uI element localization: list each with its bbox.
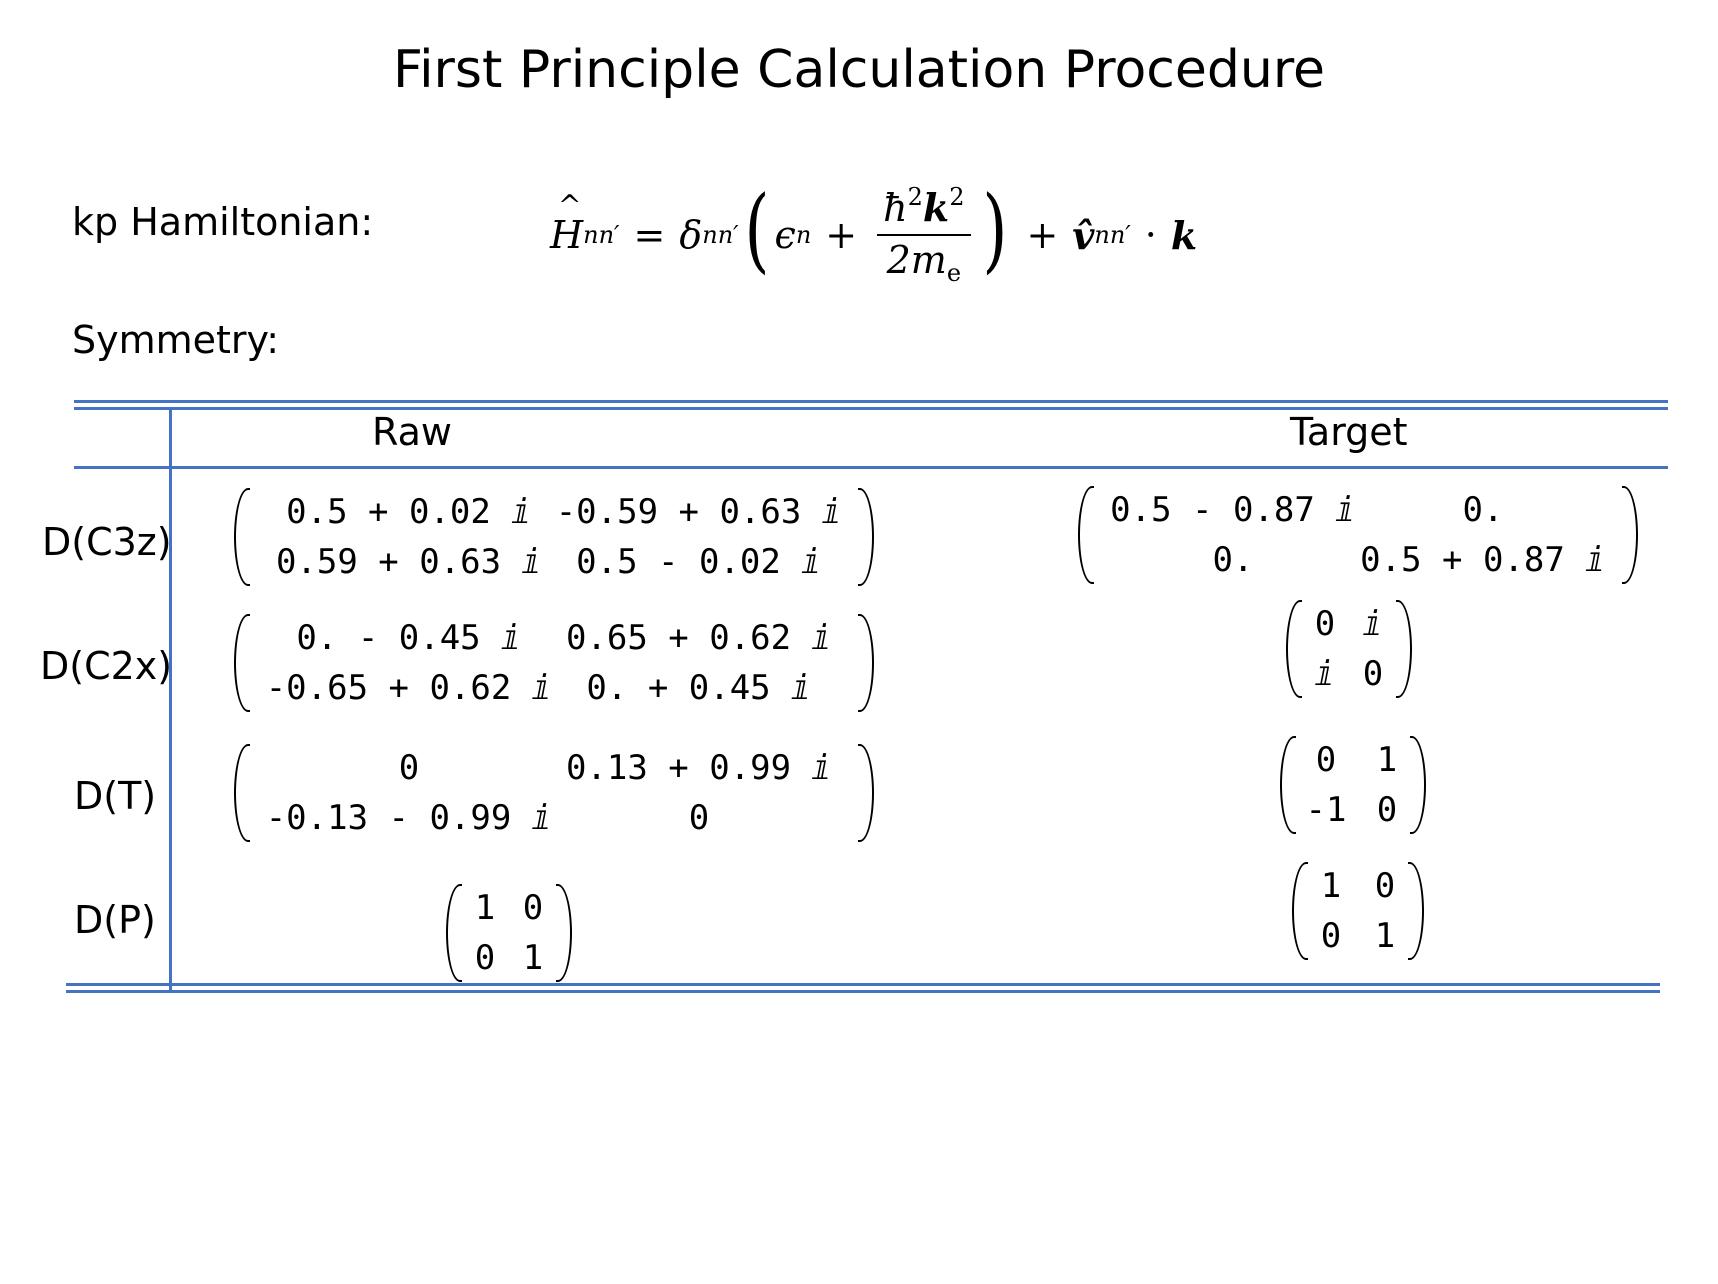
matrix-cell: 0 bbox=[1320, 916, 1342, 956]
matrix-right-bracket bbox=[1408, 862, 1424, 960]
matrix-cell: 0. bbox=[1462, 490, 1504, 530]
matrix-cells bbox=[1094, 486, 1622, 584]
epsilon-symbol: ϵ bbox=[774, 213, 796, 257]
row-label-t: D(T) bbox=[74, 774, 157, 818]
matrix-cell: -0.59 + 0.63 ⅈ bbox=[555, 492, 843, 532]
row-label-c3z: D(C3z) bbox=[42, 520, 172, 564]
matrix-cells bbox=[250, 744, 858, 842]
matrix-left-bracket bbox=[1280, 736, 1296, 834]
matrix-right-bracket bbox=[556, 884, 572, 982]
dot-operator: · bbox=[1144, 213, 1157, 257]
target-matrix-p bbox=[1292, 862, 1424, 960]
mass-symbol: 2m bbox=[886, 237, 947, 282]
raw-matrix-p bbox=[446, 884, 572, 982]
hbar-exponent: 2 bbox=[907, 182, 923, 211]
target-matrix-t bbox=[1280, 736, 1426, 834]
matrix-left-bracket bbox=[1286, 600, 1302, 698]
matrix-cell: 1 bbox=[1320, 866, 1342, 906]
matrix-right-bracket bbox=[1622, 486, 1638, 584]
matrix-cells bbox=[462, 884, 556, 982]
matrix-cell: 0. - 0.45 ⅈ bbox=[296, 618, 522, 658]
page-title: First Principle Calculation Procedure bbox=[392, 40, 1326, 100]
matrix-cell: 1 bbox=[1374, 916, 1396, 956]
equals-sign: = bbox=[633, 213, 666, 257]
matrix-cell: 0 bbox=[1374, 866, 1396, 906]
epsilon-subscript: n bbox=[795, 221, 812, 249]
matrix-left-bracket bbox=[446, 884, 462, 982]
matrix-cell: 0 bbox=[1314, 604, 1336, 644]
matrix-left-bracket bbox=[234, 488, 250, 586]
matrix-cell: 0 bbox=[1362, 654, 1384, 694]
matrix-left-bracket bbox=[234, 614, 250, 712]
matrix-cell: 0. + 0.45 ⅈ bbox=[586, 668, 812, 708]
matrix-cell: ⅈ bbox=[1362, 604, 1384, 644]
matrix-cell: 0 bbox=[474, 938, 496, 978]
h-subscript: nn′ bbox=[583, 221, 620, 249]
target-matrix-c2x bbox=[1286, 600, 1412, 698]
raw-matrix-c2x bbox=[234, 614, 874, 712]
delta-symbol: δ bbox=[679, 213, 703, 257]
matrix-cell: 0.65 + 0.62 ⅈ bbox=[565, 618, 833, 658]
matrix-cell: 0.59 + 0.63 ⅈ bbox=[275, 542, 543, 582]
matrix-cell: 1 bbox=[1376, 740, 1398, 780]
matrix-cell: 0 bbox=[688, 798, 710, 838]
table-bottom-rule-2 bbox=[66, 990, 1660, 993]
matrix-right-bracket bbox=[858, 488, 874, 586]
fraction-denominator bbox=[887, 236, 961, 286]
matrix-cell: 0.5 + 0.87 ⅈ bbox=[1360, 540, 1606, 580]
matrix-cell: 0 bbox=[398, 748, 420, 788]
matrix-cell: -0.65 + 0.62 ⅈ bbox=[265, 668, 553, 708]
matrix-cell: 0 bbox=[522, 888, 544, 928]
matrix-right-bracket bbox=[858, 744, 874, 842]
plus-sign-2: + bbox=[1026, 213, 1059, 257]
mass-subscript: e bbox=[946, 258, 962, 287]
matrix-left-bracket bbox=[1078, 486, 1094, 584]
table-bottom-rule-1 bbox=[66, 983, 1660, 986]
matrix-cell: ⅈ bbox=[1314, 654, 1336, 694]
target-matrix-c3z bbox=[1078, 486, 1638, 584]
hbar-symbol: ħ bbox=[883, 185, 908, 230]
matrix-cell: 0.5 - 0.87 ⅈ bbox=[1110, 490, 1356, 530]
kp-hamiltonian-label: kp Hamiltonian: bbox=[72, 200, 374, 244]
matrix-cell: 0.5 + 0.02 ⅈ bbox=[286, 492, 532, 532]
table-top-rule-2 bbox=[74, 407, 1668, 410]
matrix-left-bracket bbox=[1292, 862, 1308, 960]
delta-subscript: nn′ bbox=[702, 221, 739, 249]
matrix-cell: 0.5 - 0.02 ⅈ bbox=[576, 542, 822, 582]
raw-matrix-t bbox=[234, 744, 874, 842]
raw-matrix-c3z bbox=[234, 488, 874, 586]
matrix-right-bracket bbox=[858, 614, 874, 712]
matrix-right-bracket bbox=[1410, 736, 1426, 834]
matrix-cell: 1 bbox=[522, 938, 544, 978]
row-label-p: D(P) bbox=[74, 898, 156, 942]
k-vector: k bbox=[922, 184, 950, 230]
matrix-cell: 0 bbox=[1315, 740, 1337, 780]
matrix-cell: -0.13 - 0.99 ⅈ bbox=[265, 798, 553, 838]
fraction bbox=[877, 184, 970, 286]
matrix-right-bracket bbox=[1396, 600, 1412, 698]
matrix-cells bbox=[1302, 600, 1396, 698]
left-paren: ( bbox=[744, 176, 770, 283]
column-header-target: Target bbox=[1290, 410, 1408, 454]
matrix-cells bbox=[250, 488, 858, 586]
fraction-numerator bbox=[877, 184, 970, 236]
h-symbol: ^ H bbox=[550, 213, 583, 257]
matrix-cell: 0. bbox=[1212, 540, 1254, 580]
matrix-cell: 0.13 + 0.99 ⅈ bbox=[565, 748, 833, 788]
matrix-cell: -1 bbox=[1305, 790, 1347, 830]
matrix-cell: 0 bbox=[1376, 790, 1398, 830]
kp-hamiltonian-formula bbox=[550, 170, 1197, 300]
row-label-c2x: D(C2x) bbox=[40, 644, 173, 688]
symmetry-label: Symmetry: bbox=[72, 318, 280, 362]
matrix-left-bracket bbox=[234, 744, 250, 842]
table-row-label-divider bbox=[169, 408, 172, 990]
right-paren: ) bbox=[981, 176, 1008, 283]
table-header-rule bbox=[74, 466, 1668, 469]
velocity-subscript: nn′ bbox=[1094, 221, 1131, 249]
matrix-cells bbox=[1308, 862, 1408, 960]
column-header-raw: Raw bbox=[372, 410, 452, 454]
table-top-rule-1 bbox=[74, 400, 1668, 403]
k-exponent: 2 bbox=[949, 182, 965, 211]
matrix-cell: 1 bbox=[474, 888, 496, 928]
k-vector-2: k bbox=[1170, 212, 1198, 258]
plus-sign: + bbox=[825, 213, 858, 257]
matrix-cells bbox=[250, 614, 858, 712]
velocity-symbol: v̂ bbox=[1072, 212, 1095, 258]
matrix-cells bbox=[1296, 736, 1410, 834]
